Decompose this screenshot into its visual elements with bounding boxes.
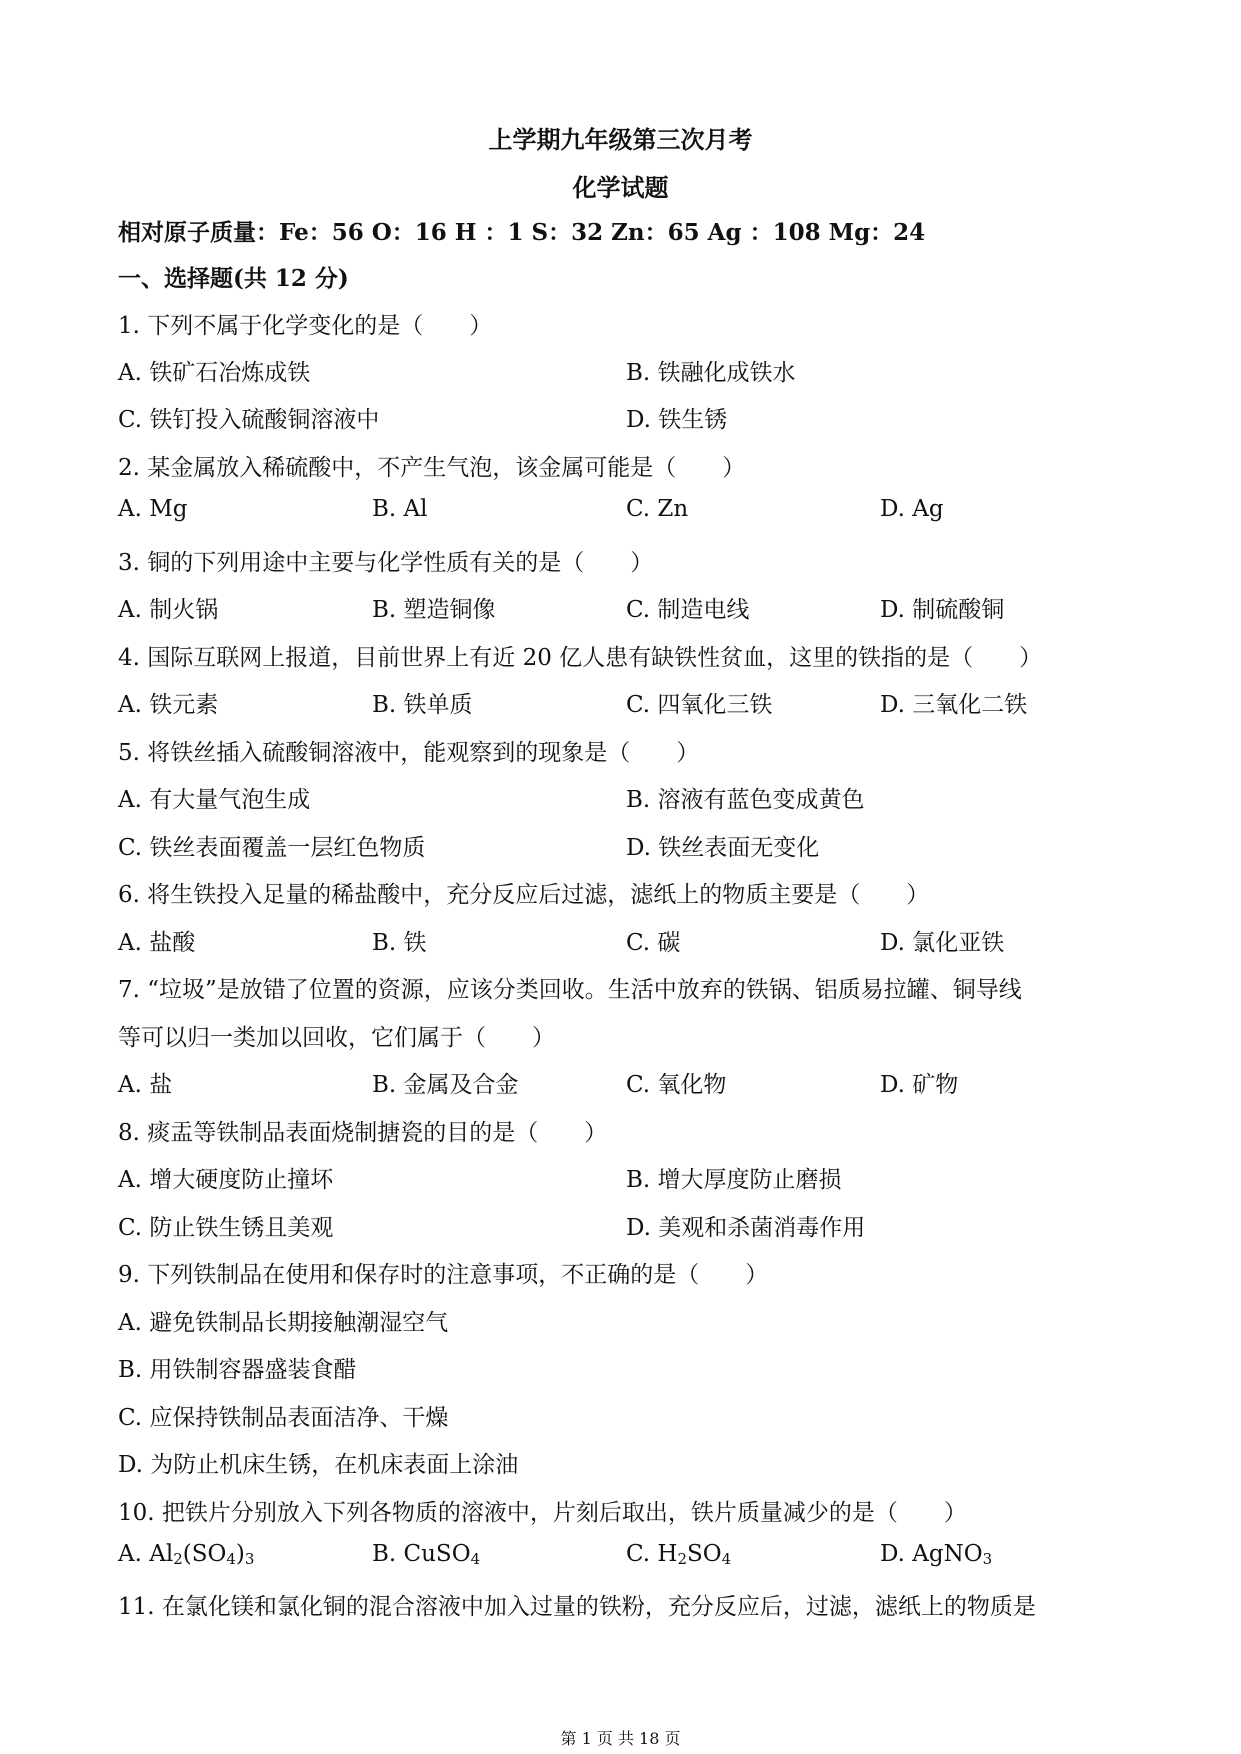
question-stem: 5. 将铁丝插入硫酸铜溶液中，能观察到的现象是（ ）	[118, 740, 700, 766]
option-c: C. 氧化物	[626, 1072, 727, 1098]
option-c: C. $H_2SO_4$	[626, 1541, 732, 1568]
option-a: A. 铁元素	[118, 692, 219, 718]
option-a: A. 增大硬度防止撞坏	[118, 1167, 334, 1193]
question-stem: 6. 将生铁投入足量的稀盐酸中，充分反应后过滤，滤纸上的物质主要是（ ）	[118, 882, 930, 908]
option-c: C. 碳	[626, 930, 681, 956]
question-stem: 7. “垃圾”是放错了位置的资源，应该分类回收。生活中放弃的铁锅、铝质易拉罐、铜导线	[118, 977, 1022, 1003]
option-d: D. AgNO$_3$	[880, 1541, 993, 1568]
options-row	[118, 1209, 1128, 1243]
question-stem: 1. 下列不属于化学变化的是（ ）	[118, 313, 493, 339]
options-row	[118, 591, 1128, 625]
options-row	[118, 829, 1128, 863]
option-b: B. CuSO$_4$	[372, 1541, 481, 1568]
option-d: D. 为防止机床生锈，在机床表面上涂油	[118, 1452, 519, 1478]
atomic-mass-line: 相对原子质量：Fe：56 O：16 H ：1 S：32 Zn：65 Ag ：108 Mg：24	[118, 219, 926, 246]
option-c: C. 制造电线	[626, 597, 750, 623]
question-stem: 3. 铜的下列用途中主要与化学性质有关的是（ ）	[118, 550, 654, 576]
question-stem: 8. 痰盂等铁制品表面烧制搪瓷的目的是（ ）	[118, 1120, 608, 1146]
options-row	[118, 781, 1128, 815]
option-c: C. 防止铁生锈且美观	[118, 1215, 334, 1241]
option-d: D. Ag	[880, 496, 944, 522]
option-a: A. 铁矿石冶炼成铁	[118, 360, 311, 386]
option-a: A. Mg	[118, 496, 188, 522]
options-row	[118, 686, 1128, 720]
option-c: C. 应保持铁制品表面洁净、干燥	[118, 1405, 449, 1431]
section-heading: 一、选择题(共 12 分)	[118, 265, 349, 292]
option-b: B. 铁	[372, 930, 427, 956]
question-stem: 9. 下列铁制品在使用和保存时的注意事项，不正确的是（ ）	[118, 1262, 769, 1288]
options-row	[118, 1541, 1128, 1575]
option-c: C. Zn	[626, 496, 689, 522]
question-stem-continued: 等可以归一类加以回收，它们属于（ ）	[118, 1025, 555, 1051]
option-b: B. 铁融化成铁水	[626, 360, 796, 386]
option-a: A. 有大量气泡生成	[118, 787, 311, 813]
option-a: A. 避免铁制品长期接触潮湿空气	[118, 1310, 449, 1336]
page-footer: 第 1 页 共 18 页	[560, 1729, 681, 1748]
option-b: B. Al	[372, 496, 428, 522]
options-row	[118, 354, 1128, 388]
question-stem: 11. 在氯化镁和氯化铜的混合溶液中加入过量的铁粉，充分反应后，过滤，滤纸上的物质是	[118, 1594, 1036, 1620]
option-d: D. 铁生锈	[626, 407, 728, 433]
options-row	[118, 401, 1128, 435]
option-d: D. 铁丝表面无变化	[626, 835, 820, 861]
exam-subtitle: 化学试题	[572, 173, 669, 202]
option-c: C. 铁丝表面覆盖一层红色物质	[118, 835, 426, 861]
option-d: D. 矿物	[880, 1072, 959, 1098]
question-stem: 10. 把铁片分别放入下列各物质的溶液中，片刻后取出，铁片质量减少的是（ ）	[118, 1500, 967, 1526]
option-b: B. 溶液有蓝色变成黄色	[626, 787, 865, 813]
option-b: B. 铁单质	[372, 692, 473, 718]
option-a: A. 制火锅	[118, 597, 219, 623]
question-stem: 2. 某金属放入稀硫酸中，不产生气泡，该金属可能是（ ）	[118, 455, 746, 481]
options-row	[118, 496, 1128, 530]
option-a: A. 盐	[118, 1072, 173, 1098]
options-row	[118, 1161, 1128, 1195]
options-row	[118, 924, 1128, 958]
option-c: C. 铁钉投入硫酸铜溶液中	[118, 407, 380, 433]
option-b: B. 用铁制容器盛装食醋	[118, 1357, 357, 1383]
exam-title: 上学期九年级第三次月考	[488, 125, 753, 154]
option-d: D. 三氧化二铁	[880, 692, 1028, 718]
option-b: B. 增大厚度防止磨损	[626, 1167, 842, 1193]
option-a: A. 盐酸	[118, 930, 196, 956]
option-c: C. 四氧化三铁	[626, 692, 773, 718]
option-b: B. 金属及合金	[372, 1072, 519, 1098]
option-d: D. 美观和杀菌消毒作用	[626, 1215, 866, 1241]
option-a: A. $Al_2(SO_4)_3$	[118, 1541, 255, 1568]
option-d: D. 氯化亚铁	[880, 930, 1005, 956]
options-row	[118, 1066, 1128, 1100]
option-b: B. 塑造铜像	[372, 597, 496, 623]
option-d: D. 制硫酸铜	[880, 597, 1005, 623]
question-stem: 4. 国际互联网上报道，目前世界上有近 20 亿人患有缺铁性贫血，这里的铁指的是（ ）	[118, 645, 1043, 671]
